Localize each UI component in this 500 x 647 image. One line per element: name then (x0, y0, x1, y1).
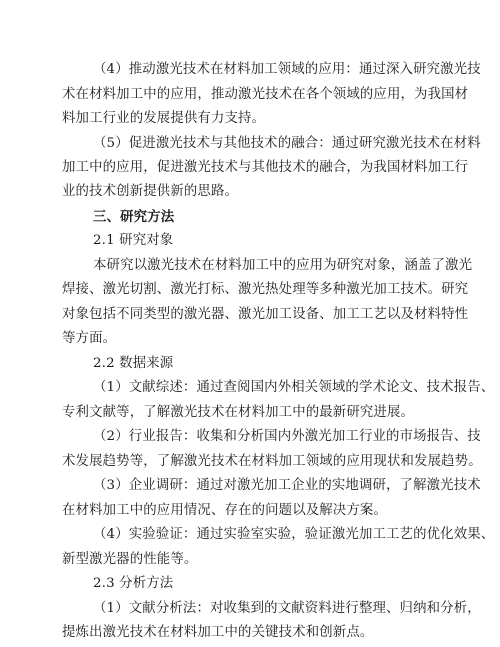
text-line: （1）文献综述：通过查阅国内外相关领域的学术论文、技术报告、 (93, 380, 495, 395)
text-line: 业的技术创新提供新的思路。 (62, 184, 239, 199)
text-line: （4）实验验证：通过实验室实验，验证激光加工工艺的优化效果、 (93, 527, 495, 542)
text-line: 加工中的应用，促进激光技术与其他技术的融合，为我国材料加工行 (62, 160, 469, 175)
text-line: （1）文献分析法：对收集到的文献资料进行整理、归纳和分析， (93, 601, 481, 616)
subsection-heading: 2.1 研究对象 (93, 233, 174, 248)
subsection-heading: 2.2 数据来源 (93, 356, 174, 371)
text-line: （2）行业报告：收集和分析国内外激光加工行业的市场报告、技 (93, 429, 481, 444)
text-line: 术发展趋势等，了解激光技术在材料加工领域的应用现状和发展趋势。 (62, 454, 482, 469)
text-line: 专利文献等，了解激光技术在材料加工中的最新研究进展。 (62, 405, 415, 420)
text-line: （5）促进激光技术与其他技术的融合：通过研究激光技术在材料 (93, 136, 481, 151)
text-line: 提炼出激光技术在材料加工中的关键技术和创新点。 (62, 625, 374, 640)
text-line: 本研究以激光技术在材料加工中的应用为研究对象，涵盖了激光 (93, 258, 473, 273)
text-line: 料加工行业的发展提供有力支持。 (62, 111, 266, 126)
section-heading: 三、研究方法 (93, 209, 175, 225)
text-line: 对象包括不同类型的激光器、激光加工设备、加工工艺以及材料特性 (62, 307, 469, 322)
text-line: 焊接、激光切割、激光打标、激光热处理等多种激光加工技术。研究 (62, 282, 469, 297)
text-line: 术在材料加工中的应用，推动激光技术在各个领域的应用，为我国材 (62, 87, 469, 102)
subsection-heading: 2.3 分析方法 (93, 576, 174, 591)
text-line: 等方面。 (62, 331, 117, 346)
text-line: 新型激光器的性能等。 (62, 552, 198, 567)
text-line: （3）企业调研：通过对激光加工企业的实地调研，了解激光技术 (93, 478, 481, 493)
text-line: 在材料加工中的应用情况、存在的问题以及解决方案。 (62, 503, 387, 518)
text-line: （4）推动激光技术在材料加工领域的应用：通过深入研究激光技 (93, 62, 481, 77)
